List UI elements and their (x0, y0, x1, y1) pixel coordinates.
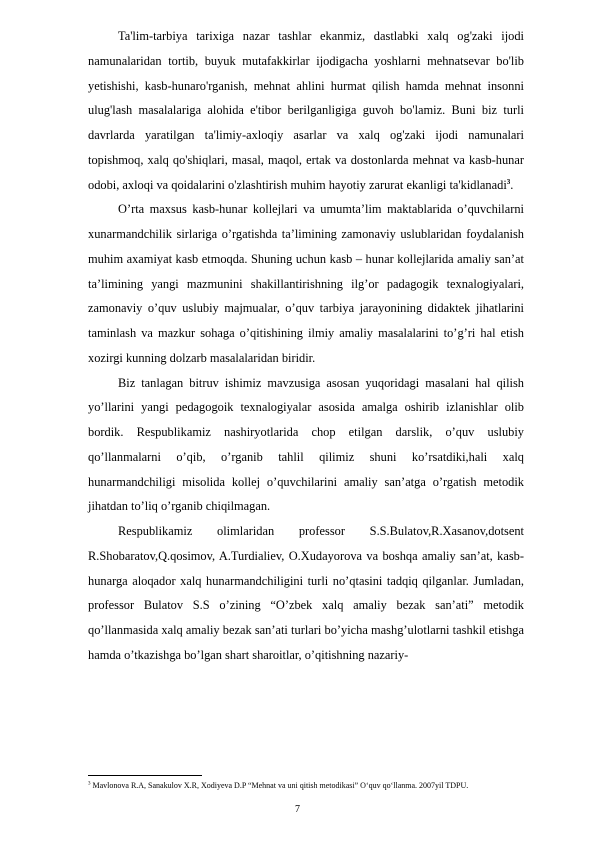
paragraph-3: Biz tanlagan bitruv ishimiz mavzusiga asosan yuqoridagi masalani hal qilish yo’llarini yangi pedagogoik texnalogiyalar asosida amalga oshirib izlanishlar olib bordik. Respublikamiz nashiryotlarida chop etilgan darslik, o’quv uslubiy qo’llanmalarni o’qib, o’rganib tahlil qilimiz shuni ko’rsatdiki,hali xalq hunarmandchiligi misolida kollej o’quvchilarini amaliy san’atga o’rgatish metodik jihatdan to’liq o’rganib chiqilmagan. (88, 375, 524, 514)
footnote (88, 779, 518, 792)
footnote-text: Mavlonova R.A, Sanakulov X.R, Xodiyeva D.P “Mehnat va uni qitish metodikasi” O‘quv qo‘llanma. 2007yil TDPU. (90, 781, 469, 790)
paragraph-1-text: Ta'lim-tarbiya tarixiga nazar tashlar ekanmiz, dastlabki xalq og'zaki ijodi namunalaridan tortib, buyuk mutafakkirlar ijodigacha yoshlarni mehnatsevar bo'lib yetishishi, kasb-hunaro'rganish, mehnat ahlini hurmat qilish hamda mehnat insonni ulug'lash masalalariga alohida e'tibor berilganligiga guvoh bo'lamiz. Buni biz turli davrlarda yaratilgan ta'limiy-axloqiy asarlar va xalq og'zaki ijodi namunalari topishmoq, xalq qo'shiqlari, masal, maqol, ertak va dostonlarda mehnat va kasb-hunar odobi, axloqi va qoidalarini o'zlashtirish muhim hayotiy zarurat ekanligi ta'kidlanadi (88, 29, 524, 192)
footnote-number: 3 (88, 781, 91, 787)
paragraph-1 (88, 24, 524, 197)
page-number: 7 (295, 804, 300, 815)
paragraph-2: O’rta maxsus kasb-hunar kollejlari va umumta’lim maktablarida o’quvchilarni xunarmandchilik sirlariga o’rgatishda ta’limining zamonaviy uslublaridan foydalanish muhim axamiyat kasb etmoqda. Shuning uchun kasb – hunar kollejlarida amaliy san’at ta’limining yangi mazmunini shakillantirishning ilg’or padagogik texnalogiyalari, zamonaviy o’quv uslubiy majmualar, o’quv tarbiya jarayonining didaktek jihatlarini taminlash va mazkur sohaga o’qitishining ilmiy amaliy masalalarini to’g’ri hal etish xozirgi kunning dolzarb masalalaridan biridir. (88, 202, 524, 365)
footnote-separator (88, 775, 202, 776)
body-text (88, 24, 524, 668)
footnote-reference[interactable]: 3 (506, 177, 511, 186)
paragraph-4: Respublikamiz olimlaridan professor S.S.Bulatov,R.Xasanov,dotsent R.Shobaratov,Q.qosimov, A.Turdialiev, O.Xudayorova va boshqa amaliy san’at, kasb- hunarga aloqador xalq hunarmandchiligini turli no’qtasini tadqiq qilganlar. Jumladan, professor Bulatov S.S o’zining “O’zbek xalq amaliy bezak san’ati” metodik qo’llanmasida xalq amaliy bezak san’ati turlari bo’yicha mashg’ulotlarni tashkil etishga hamda o’tkazishga bo’lgan shart sharoitlar, o’qitishning nazariy- (88, 524, 524, 662)
paragraph-1-tail: . (510, 177, 514, 192)
